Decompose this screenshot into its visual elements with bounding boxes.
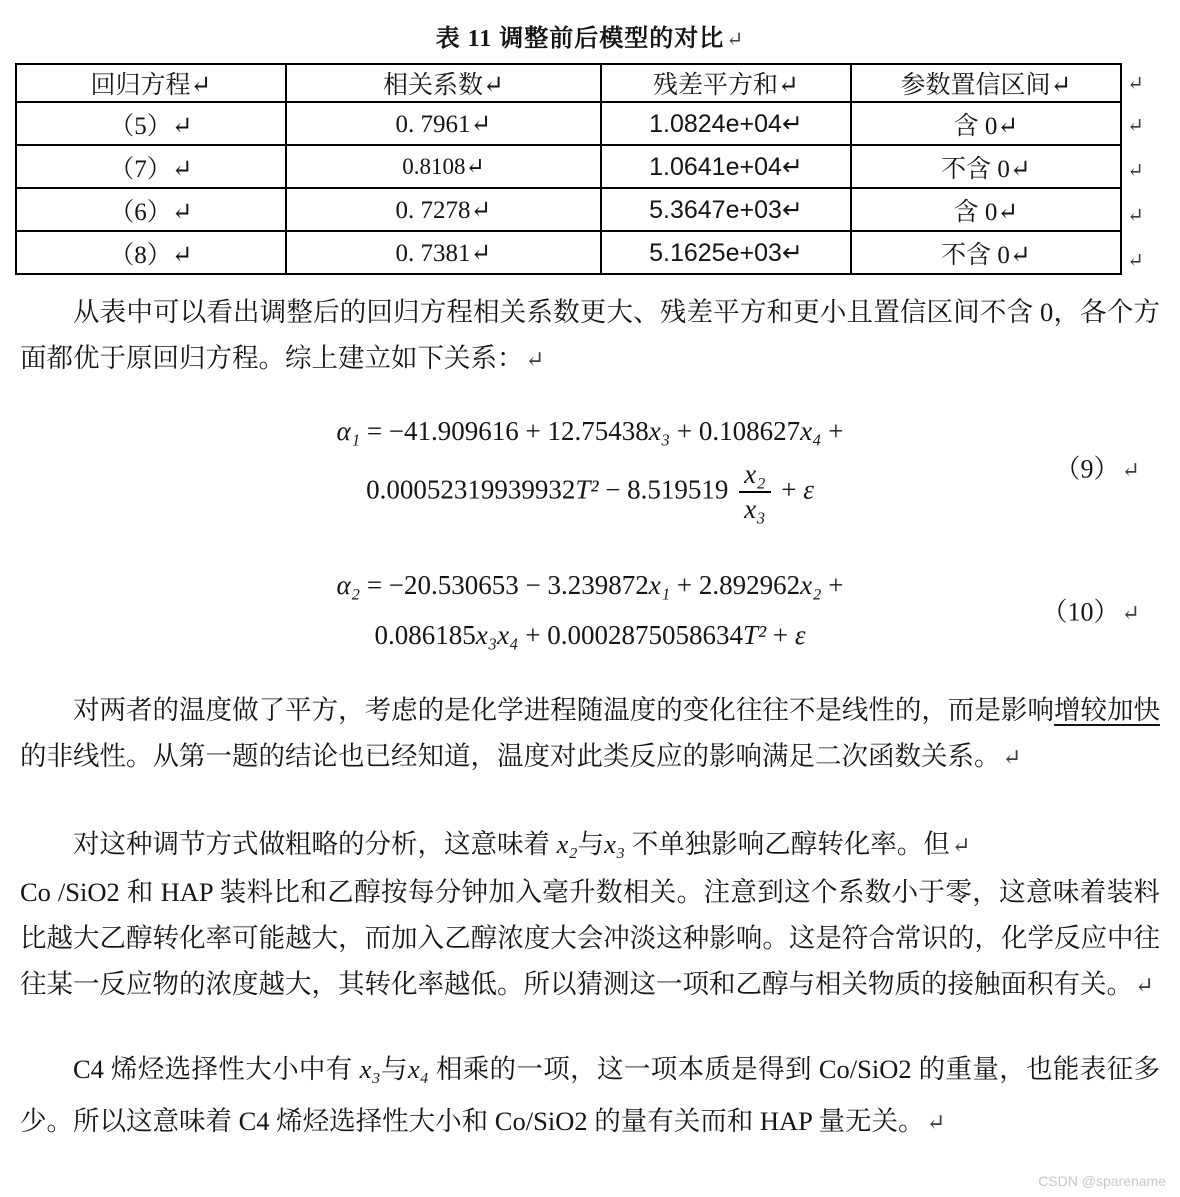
cell-eq: （5）↵ bbox=[16, 102, 286, 145]
cell-rss: 1.0824e+04↵ bbox=[601, 102, 851, 145]
math-var: x₃ bbox=[604, 829, 626, 860]
table-caption-text: 表 11 调整前后模型的对比 bbox=[435, 26, 725, 52]
math-text: + 0.108627 bbox=[670, 416, 801, 446]
equation-number-9 bbox=[1054, 449, 1140, 486]
math-var: x₃x₄ bbox=[475, 620, 519, 651]
table-row bbox=[16, 145, 1121, 188]
math-text: 0.00052319939932 bbox=[366, 474, 576, 505]
math-text: + bbox=[821, 570, 844, 601]
paragraph-3 bbox=[20, 821, 1160, 1009]
cell-ci: 含 0↵ bbox=[851, 102, 1121, 145]
paragraph-text: Co /SiO2 和 HAP 装料比和乙醇按每分钟加入毫升数相关。注意到这个系数小于零，这意味着装料比越大乙醇转化率可能越大，而加入乙醇浓度大会冲淡这种影响。这是符合常识的，化学反应中往往某一反应物的浓度越大，其转化率越低。所以猜测这一项和乙醇与相关物质的接触面积有关。 bbox=[20, 877, 1160, 1000]
math-text: + bbox=[821, 416, 844, 446]
csdn-watermark: CSDN @sparename bbox=[1038, 1173, 1166, 1189]
table-row bbox=[16, 102, 1121, 145]
cell-rss: 5.3647e+03↵ bbox=[601, 188, 851, 231]
paragraph-2 bbox=[20, 687, 1160, 781]
row-end-mark: ↵ bbox=[1127, 250, 1144, 272]
row-end-mark: ↵ bbox=[1127, 160, 1144, 182]
cell-corr: 0. 7961↵ bbox=[286, 102, 601, 145]
cell-ci: 含 0↵ bbox=[851, 188, 1121, 231]
equation-number-text: （9） bbox=[1054, 454, 1120, 484]
cell-corr: 0. 7381↵ bbox=[286, 231, 601, 274]
cell-rss: 1.0641e+04↵ bbox=[601, 145, 851, 188]
cell-corr: 0.8108↵ bbox=[286, 145, 601, 188]
pilcrow-mark: ↵ bbox=[1121, 600, 1140, 626]
table-row bbox=[16, 188, 1121, 231]
fraction bbox=[739, 459, 770, 525]
row-end-mark: ↵ bbox=[1127, 72, 1144, 95]
math-text: + bbox=[774, 474, 804, 505]
math-var: α₁ bbox=[336, 416, 361, 446]
math-var: x₄ bbox=[800, 416, 822, 446]
cell-eq: （8）↵ bbox=[16, 231, 286, 274]
math-var: x₄ bbox=[407, 1054, 429, 1085]
math-var: T² bbox=[575, 474, 599, 505]
fraction-denominator: x₃ bbox=[744, 494, 766, 525]
equation-number-10 bbox=[1041, 592, 1140, 629]
math-text: = −41.909616 + 12.75438 bbox=[360, 416, 649, 446]
paragraph-text: 的非线性。从第一题的结论也已经知道，温度对此类反应的影响满足二次函数关系。 bbox=[20, 741, 1001, 772]
cell-corr: 0. 7278↵ bbox=[286, 188, 601, 231]
col-header-correlation: 相关系数↵ bbox=[286, 64, 601, 102]
cell-ci: 不含 0↵ bbox=[851, 231, 1121, 274]
row-end-mark: ↵ bbox=[1127, 205, 1144, 227]
comparison-table bbox=[15, 63, 1122, 275]
col-header-ci: 参数置信区间↵ bbox=[851, 64, 1121, 102]
equation-9-line-2 bbox=[30, 459, 1150, 525]
cell-ci: 不含 0↵ bbox=[851, 145, 1121, 188]
pilcrow-mark: ↵ bbox=[926, 1110, 946, 1136]
table-header-row bbox=[16, 64, 1121, 102]
pilcrow-mark: ↵ bbox=[525, 347, 545, 372]
comparison-table-wrap bbox=[15, 63, 1144, 275]
math-var: T² bbox=[742, 620, 767, 651]
cell-eq: （7）↵ bbox=[16, 145, 286, 188]
math-text: + 2.892962 bbox=[670, 570, 801, 601]
math-var: x₃ bbox=[648, 416, 671, 446]
math-var: x₂ bbox=[800, 570, 822, 601]
math-var: x₂ bbox=[556, 829, 578, 860]
row-end-mark: ↵ bbox=[1127, 115, 1144, 137]
equation-9-line-1 bbox=[30, 409, 1150, 453]
math-var: α₂ bbox=[336, 570, 361, 601]
pilcrow-mark: ↵ bbox=[1135, 973, 1154, 999]
equation-10-line-1 bbox=[30, 563, 1150, 607]
math-text: + 0.0002875058634 bbox=[518, 620, 743, 651]
paragraph-text: 相乘的一项，这一项本质是得到 Co/SiO2 的重量，也能表征多少。所以这意味着 C4 烯烃选择性大小和 Co/SiO2 的量有关而和 HAP 量无关。 bbox=[20, 1054, 1160, 1137]
pilcrow-mark: ↵ bbox=[1002, 745, 1022, 771]
math-var: ε bbox=[803, 474, 814, 505]
pilcrow-mark: ↵ bbox=[1121, 457, 1140, 483]
col-header-regression: 回归方程↵ bbox=[16, 64, 286, 102]
paragraph-text: 从表中可以看出调整后的回归方程相关系数更大、残差平方和更小且置信区间不含 0，各个方面都优于原回归方程。综上建立如下关系： bbox=[20, 297, 1160, 373]
row-end-marks bbox=[1127, 63, 1144, 283]
paragraph-text: 对两者的温度做了平方，考虑的是化学进程随温度的变化往往不是线性的，而是影响 bbox=[73, 695, 1054, 726]
equation-number-text: （10） bbox=[1041, 597, 1120, 627]
table-row bbox=[16, 231, 1121, 274]
equation-10-line-2 bbox=[30, 613, 1150, 657]
math-var: x₃ bbox=[359, 1054, 381, 1085]
math-text: − 8.519519 bbox=[598, 474, 736, 505]
cell-eq: （6）↵ bbox=[16, 188, 286, 231]
paragraph-4 bbox=[20, 1043, 1160, 1149]
table-caption bbox=[0, 0, 1180, 53]
paragraph-text: 与 bbox=[577, 829, 605, 860]
paragraph-text: 对这种调节方式做粗略的分析，这意味着 bbox=[73, 829, 557, 860]
paragraph-text: C4 烯烃选择性大小中有 bbox=[73, 1054, 360, 1085]
paragraph-text: 不单独影响乙醇转化率。但 bbox=[625, 829, 950, 860]
math-text: + bbox=[766, 620, 795, 651]
paragraph-text: 与 bbox=[380, 1054, 408, 1085]
cell-rss: 5.1625e+03↵ bbox=[601, 231, 851, 274]
math-var: ε bbox=[794, 620, 806, 651]
equation-10 bbox=[30, 563, 1150, 657]
fraction-numerator: x₂ bbox=[739, 459, 770, 493]
math-text: 0.086185 bbox=[374, 620, 476, 651]
math-var: x₁ bbox=[648, 570, 671, 601]
col-header-rss: 残差平方和↵ bbox=[601, 64, 851, 102]
equation-9 bbox=[30, 409, 1150, 525]
math-text: = −20.530653 − 3.239872 bbox=[360, 570, 649, 601]
pilcrow-mark: ↵ bbox=[726, 29, 745, 51]
underlined-text: 增较加快 bbox=[1053, 695, 1161, 726]
line-break-mark: ↵ bbox=[951, 833, 971, 859]
paragraph-1 bbox=[20, 289, 1160, 383]
